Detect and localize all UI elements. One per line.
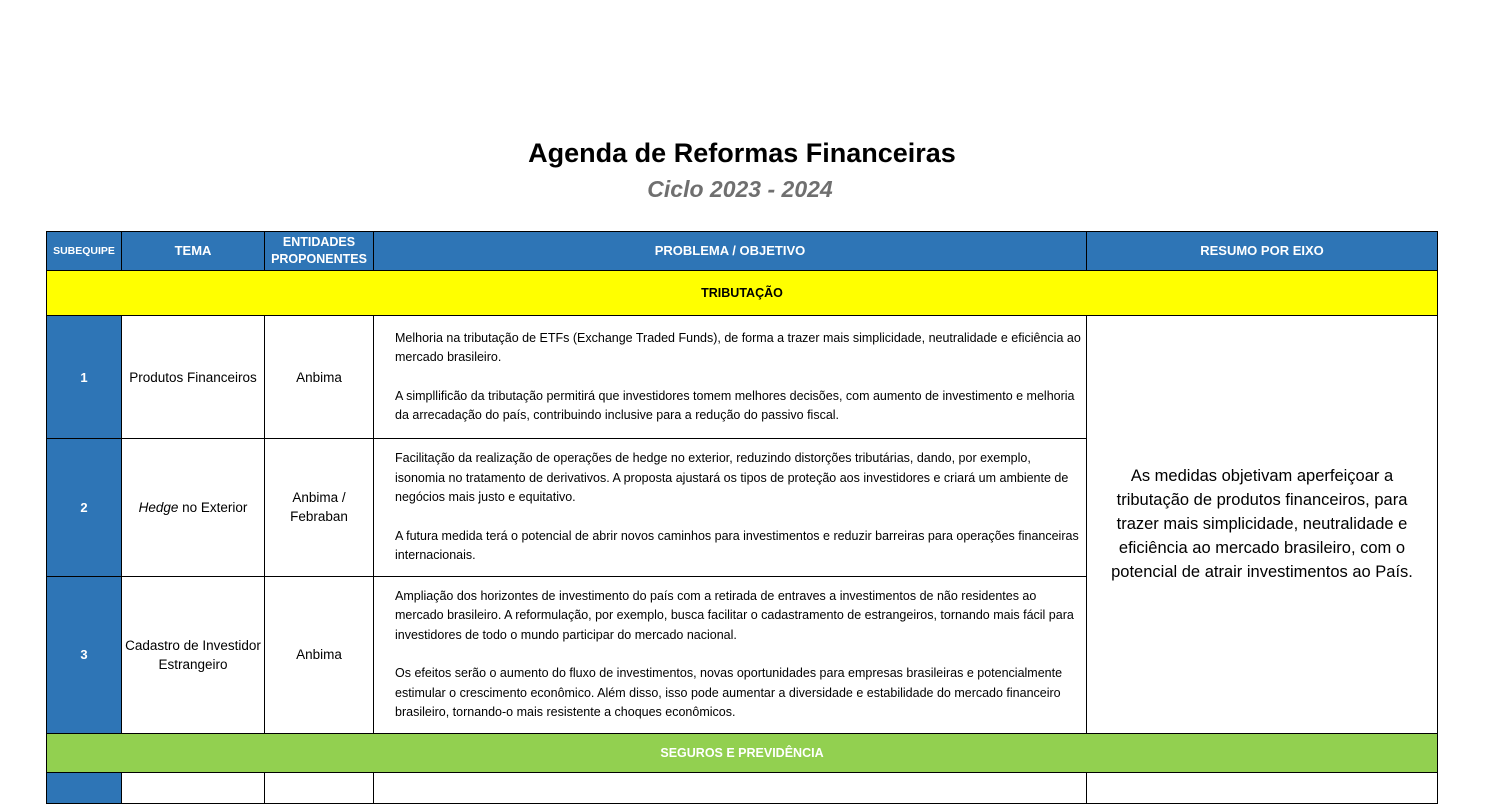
section-label: TRIBUTAÇÃO — [47, 271, 1438, 316]
row-entidades: Anbima — [265, 316, 374, 439]
row-problema — [374, 316, 1087, 439]
row-problema — [374, 576, 1087, 733]
problema-paragraph: A futura medida terá o potencial de abrir novos caminhos para investimentos e reduzir barreiras para operações financeiras internacionais. — [395, 528, 1079, 562]
row-number: 2 — [47, 439, 122, 577]
column-header-problema: PROBLEMA / OBJETIVO — [374, 232, 1087, 271]
column-header-tema: TEMA — [122, 232, 265, 271]
row-tema-rest: no Exterior — [178, 499, 248, 515]
row-tema — [122, 772, 265, 803]
row-number: 3 — [47, 576, 122, 733]
row-problema — [374, 772, 1087, 803]
table-header-row — [47, 232, 1438, 271]
section-label: SEGUROS E PREVIDÊNCIA — [47, 733, 1438, 772]
column-header-entidades — [265, 232, 374, 271]
row-tema — [122, 576, 265, 733]
row-tema-italic: Hedge — [138, 499, 179, 515]
reforms-table — [46, 231, 1438, 804]
row-entidades — [265, 439, 374, 577]
row-problema — [374, 439, 1087, 577]
problema-paragraph: Os efeitos serão o aumento do fluxo de investimentos, novas oportunidades para empresas brasileiras e potencialmente estimular o crescimento econômico. Além disso, isso pode aumentar a diversidade e estabilidade do mercado financeiro brasileiro, tornando-o mais resistente a choques econômicos. — [395, 666, 1063, 719]
table-row — [47, 316, 1438, 439]
row-entidades-line2: Febraban — [290, 509, 348, 525]
row-number: 1 — [47, 316, 122, 439]
problema-paragraph: Facilitação da realização de operações de hedge no exterior, reduzindo distorções tributárias, dando, por exemplo, isonomia no tratamento de derivativos. A proposta ajustará os tipos de proteção aos investidores e criará um ambiente de negócios mais justo e equitativo. — [395, 451, 1069, 504]
resumo-por-eixo — [1087, 772, 1438, 803]
page-subtitle: Ciclo 2023 - 2024 — [647, 176, 833, 202]
row-tema — [122, 439, 265, 577]
column-header-entidades-line2: PROPONENTES — [271, 252, 367, 266]
resumo-por-eixo: As medidas objetivam aperfeiçoar a tributação de produtos financeiros, para trazer mais simplicidade, neutralidade e eficiência ao mercado brasileiro, com o potencial de atrair investimentos ao País. — [1087, 316, 1438, 734]
row-tema-line2: Estrangeiro — [158, 656, 228, 672]
page-title: Agenda de Reformas Financeiras — [528, 138, 956, 168]
problema-paragraph: A simpllificão da tributação permitirá que investidores tomem melhores decisões, com aumento de investimento e melhoria da arrecadação do país, contribuindo inclusive para a redução do passivo fiscal. — [395, 388, 1075, 422]
row-entidades: Anbima — [265, 576, 374, 733]
section-band-seguros — [47, 733, 1438, 772]
table-row — [47, 772, 1438, 803]
column-header-subequipe: SUBEQUIPE — [47, 232, 122, 271]
problema-paragraph: Melhoria na tributação de ETFs (Exchange Traded Funds), de forma a trazer mais simplicidade, neutralidade e eficiência ao mercado brasileiro. — [395, 330, 1081, 364]
row-entidades — [265, 772, 374, 803]
row-tema: Produtos Financeiros — [122, 316, 265, 439]
row-number — [47, 772, 122, 803]
problema-paragraph: Ampliação dos horizontes de investimento do país com a retirada de entraves a investimentos de não residentes ao mercado brasileiro. A reformulação, por exemplo, busca facilitar o cadastramento de estrangeiros, tornando mais fácil para investidores de todo o mundo participar do mercado nacional. — [395, 588, 1074, 642]
row-tema-line1: Cadastro de Investidor — [125, 637, 261, 653]
column-header-entidades-line1: ENTIDADES — [282, 235, 356, 249]
column-header-resumo: RESUMO POR EIXO — [1087, 232, 1438, 271]
row-entidades-line1: Anbima / — [292, 490, 346, 506]
section-band-tributacao — [47, 271, 1438, 316]
